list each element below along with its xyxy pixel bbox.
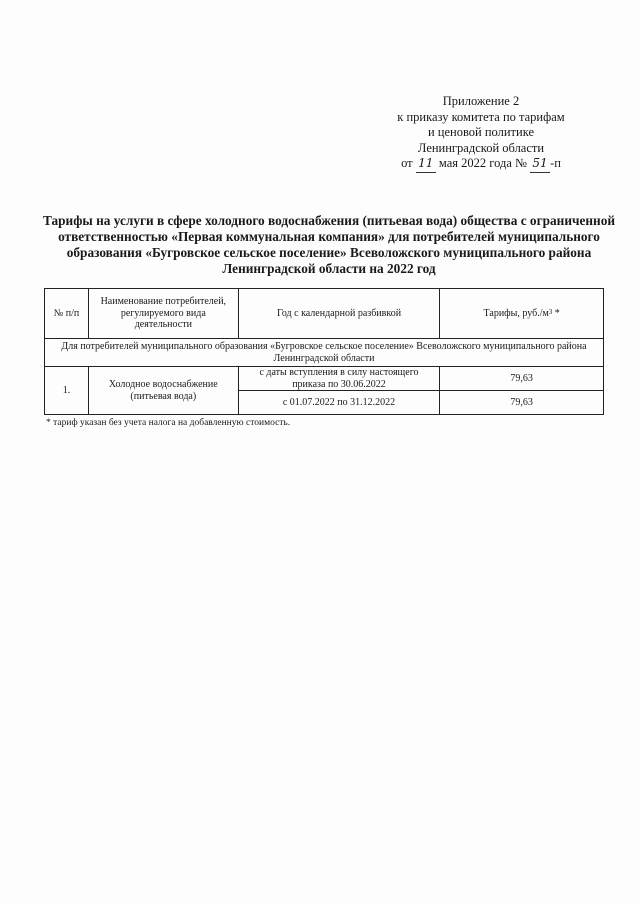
table-row — [45, 367, 604, 391]
footnote: * тариф указан без учета налога на добавленную стоимость. — [46, 418, 291, 428]
header-consumers: Наименование потребителей, регулируемого вида деятельности — [88, 289, 238, 339]
title-line-3: образования «Бугровское сельское поселение» Всеволожского муниципального района — [66, 245, 592, 260]
header-tariff — [440, 289, 604, 339]
section-row — [45, 339, 604, 367]
date-middle: мая 2022 года № — [438, 156, 527, 170]
row-period: с даты вступления в силу настоящего приказа по 30.06.2022 — [238, 367, 440, 391]
section-label: Для потребителей муниципального образования «Бугровское сельское поселение» Всеволожского муниципального района Ленинградской области — [45, 339, 604, 367]
appendix-date-line — [386, 156, 576, 173]
appendix-block — [386, 94, 576, 173]
title-line-4: Ленинградской области на 2022 год — [222, 261, 436, 276]
order-number: 51 — [530, 156, 550, 173]
row-tariff: 79,63 — [440, 367, 604, 391]
date-day: 11 — [416, 156, 436, 173]
header-period: Год с календарной разбивкой — [238, 289, 440, 339]
header-number: № п/п — [45, 289, 89, 339]
appendix-title: Приложение 2 — [442, 94, 520, 108]
header-tariff-label: Тарифы, руб./м — [483, 307, 549, 319]
appendix-committee: и ценовой политике — [427, 125, 535, 139]
row-number: 1. — [45, 367, 89, 415]
appendix-order-ref: к приказу комитета по тарифам — [397, 109, 565, 124]
row-tariff: 79,63 — [440, 391, 604, 415]
title-line-2: ответственностью «Первая коммунальная компания» для потребителей муниципального — [58, 229, 600, 244]
tariff-table — [44, 288, 604, 415]
row-consumer-name: Холодное водоснабжение (питьевая вода) — [88, 367, 238, 415]
date-prefix: от — [401, 156, 413, 170]
row-period: с 01.07.2022 по 31.12.2022 — [238, 391, 440, 415]
date-suffix: -п — [550, 156, 561, 170]
document-title — [40, 213, 618, 277]
header-tariff-sup: 3 — [548, 307, 553, 316]
table-header-row — [45, 289, 604, 339]
header-tariff-mark: * — [552, 307, 560, 319]
appendix-region: Ленинградской области — [417, 140, 545, 155]
title-line-1: Тарифы на услуги в сфере холодного водоснабжения (питьевая вода) общества с ограниченной — [42, 213, 616, 228]
